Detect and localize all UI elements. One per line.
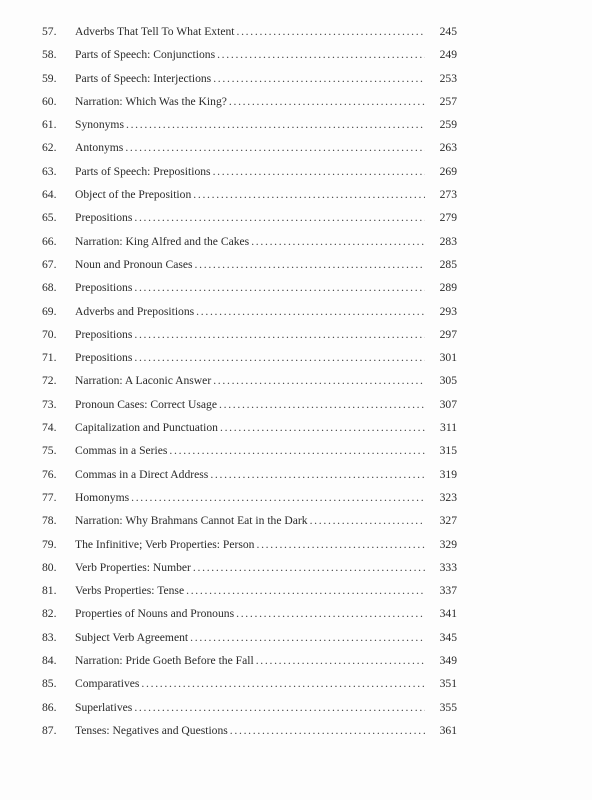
toc-entry <box>0 206 592 229</box>
toc-entry <box>0 649 592 672</box>
toc-entry <box>0 719 592 742</box>
toc-entry <box>0 113 592 136</box>
entry-number: 70. <box>42 327 57 341</box>
entry-title: Prepositions <box>75 327 133 341</box>
dot-leader <box>125 136 425 159</box>
entry-number: 67. <box>42 257 57 271</box>
toc-entry <box>0 556 592 579</box>
entry-number: 87. <box>42 723 57 737</box>
entry-title: Prepositions <box>75 351 133 365</box>
dot-leader <box>131 486 425 509</box>
entry-page-number: 323 <box>439 490 457 504</box>
entry-title: Commas in a Direct Address <box>75 467 209 481</box>
toc-entry <box>0 463 592 486</box>
entry-title: Noun and Pronoun Cases <box>75 257 193 271</box>
entry-title: Verbs Properties: Tense <box>75 584 185 598</box>
entry-page-number: 283 <box>439 234 457 248</box>
entry-page-number: 273 <box>439 188 457 202</box>
entry-title: Narration: King Alfred and the Cakes <box>75 234 250 248</box>
toc-entry <box>0 509 592 532</box>
entry-number: 81. <box>42 584 57 598</box>
entry-number: 78. <box>42 514 57 528</box>
entry-page-number: 245 <box>439 25 457 38</box>
entry-number: 74. <box>42 421 57 435</box>
dot-leader <box>220 416 425 439</box>
dot-leader <box>193 556 425 579</box>
toc-entry <box>0 696 592 719</box>
entry-page-number: 319 <box>439 467 457 481</box>
dot-leader <box>134 323 425 346</box>
entry-title: Antonyms <box>75 141 124 155</box>
toc-entry <box>0 300 592 323</box>
entry-title: Narration: Pride Goeth Before the Fall <box>75 654 254 668</box>
entry-title: Subject Verb Agreement <box>75 630 189 644</box>
toc-entry <box>0 323 592 346</box>
dot-leader <box>210 463 425 486</box>
toc-entry <box>0 579 592 602</box>
dot-leader <box>186 579 425 602</box>
entry-page-number: 345 <box>439 630 457 644</box>
toc-entry <box>0 369 592 392</box>
entry-number: 76. <box>42 467 57 481</box>
entry-number: 60. <box>42 94 57 108</box>
toc-entry <box>0 230 592 253</box>
entry-title: Narration: A Laconic Answer <box>75 374 212 388</box>
entry-number: 65. <box>42 211 57 225</box>
entry-page-number: 257 <box>439 94 457 108</box>
entry-title: Narration: Why Brahmans Cannot Eat in the Dark <box>75 514 308 528</box>
entry-number: 73. <box>42 397 57 411</box>
entry-title: Properties of Nouns and Pronouns <box>75 607 235 621</box>
entry-page-number: 263 <box>439 141 457 155</box>
entry-number: 77. <box>42 490 57 504</box>
entry-page-number: 307 <box>439 397 457 411</box>
entry-number: 61. <box>42 118 57 132</box>
entry-title: Adverbs and Prepositions <box>75 304 195 318</box>
entry-number: 62. <box>42 141 57 155</box>
dot-leader <box>230 719 425 742</box>
entry-title: Synonyms <box>75 118 124 132</box>
toc-entry <box>0 439 592 462</box>
toc-entry <box>0 276 592 299</box>
entry-page-number: 337 <box>439 584 457 598</box>
dot-leader <box>256 533 425 556</box>
entry-page-number: 253 <box>439 71 457 85</box>
dot-leader <box>190 626 425 649</box>
entry-number: 71. <box>42 351 57 365</box>
toc-entry <box>0 183 592 206</box>
entry-number: 86. <box>42 700 57 714</box>
entry-page-number: 315 <box>439 444 457 458</box>
dot-leader <box>256 649 425 672</box>
entry-title: Prepositions <box>75 281 133 295</box>
entry-number: 83. <box>42 630 57 644</box>
entry-title: Commas in a Series <box>75 444 168 458</box>
toc-entry <box>0 43 592 66</box>
toc-entry <box>0 90 592 113</box>
dot-leader <box>134 696 425 719</box>
entry-title: Narration: Which Was the King? <box>75 94 227 108</box>
entry-title: Homonyms <box>75 490 130 504</box>
entry-title: Superlatives <box>75 700 133 714</box>
entry-page-number: 311 <box>440 421 457 435</box>
entry-title: Parts of Speech: Prepositions <box>75 164 211 178</box>
dot-leader <box>236 20 425 43</box>
entry-page-number: 289 <box>439 281 457 295</box>
dot-leader <box>251 230 425 253</box>
entry-number: 85. <box>42 677 57 691</box>
entry-page-number: 333 <box>439 560 457 574</box>
dot-leader <box>169 439 425 462</box>
entry-page-number: 305 <box>439 374 457 388</box>
entry-number: 64. <box>42 188 57 202</box>
entry-number: 79. <box>42 537 57 551</box>
entry-page-number: 297 <box>439 327 457 341</box>
toc-entry <box>0 533 592 556</box>
entry-title: The Infinitive; Verb Properties: Person <box>75 537 255 551</box>
toc-entry <box>0 486 592 509</box>
toc-entry <box>0 67 592 90</box>
entry-page-number: 327 <box>439 514 457 528</box>
dot-leader <box>213 67 425 90</box>
toc-entry <box>0 626 592 649</box>
dot-leader <box>134 346 425 369</box>
entry-number: 69. <box>42 304 57 318</box>
dot-leader <box>196 300 425 323</box>
toc-entry <box>0 136 592 159</box>
entry-page-number: 249 <box>439 48 457 62</box>
entry-number: 80. <box>42 560 57 574</box>
dot-leader <box>193 183 425 206</box>
entry-page-number: 355 <box>439 700 457 714</box>
entry-title: Prepositions <box>75 211 133 225</box>
dot-leader <box>219 393 425 416</box>
table-of-contents <box>0 20 592 742</box>
dot-leader <box>217 43 425 66</box>
toc-entry <box>0 346 592 369</box>
entry-page-number: 269 <box>439 164 457 178</box>
dot-leader <box>134 206 425 229</box>
entry-page-number: 361 <box>439 723 457 737</box>
dot-leader <box>141 672 425 695</box>
dot-leader <box>236 602 425 625</box>
toc-entry <box>0 672 592 695</box>
entry-title: Object of the Preposition <box>75 188 192 202</box>
entry-number: 68. <box>42 281 57 295</box>
toc-entry <box>0 160 592 183</box>
toc-entry <box>0 602 592 625</box>
toc-entry <box>0 20 592 43</box>
toc-entry <box>0 416 592 439</box>
entry-title: Verb Properties: Number <box>75 560 191 574</box>
dot-leader <box>213 160 425 183</box>
dot-leader <box>310 509 425 532</box>
entry-page-number: 285 <box>439 257 457 271</box>
entry-number: 82. <box>42 607 57 621</box>
entry-number: 57. <box>42 25 57 38</box>
entry-page-number: 341 <box>439 607 457 621</box>
entry-number: 58. <box>42 48 57 62</box>
entry-number: 84. <box>42 654 57 668</box>
toc-entry <box>0 253 592 276</box>
dot-leader <box>134 276 425 299</box>
toc-entry <box>0 393 592 416</box>
entry-page-number: 279 <box>439 211 457 225</box>
entry-title: Tenses: Negatives and Questions <box>75 723 228 737</box>
entry-title: Parts of Speech: Interjections <box>75 71 212 85</box>
entry-number: 75. <box>42 444 57 458</box>
dot-leader <box>229 90 425 113</box>
entry-page-number: 293 <box>439 304 457 318</box>
dot-leader <box>213 369 425 392</box>
dot-leader <box>126 113 425 136</box>
dot-leader <box>195 253 425 276</box>
entry-title: Adverbs That Tell To What Extent <box>75 25 235 38</box>
entry-page-number: 349 <box>439 654 457 668</box>
entry-number: 66. <box>42 234 57 248</box>
entry-title: Capitalization and Punctuation <box>75 421 218 435</box>
entry-number: 59. <box>42 71 57 85</box>
entry-page-number: 301 <box>439 351 457 365</box>
entry-page-number: 351 <box>439 677 457 691</box>
entry-title: Parts of Speech: Conjunctions <box>75 48 216 62</box>
entry-title: Comparatives <box>75 677 140 691</box>
entry-number: 63. <box>42 164 57 178</box>
entry-title: Pronoun Cases: Correct Usage <box>75 397 217 411</box>
entry-number: 72. <box>42 374 57 388</box>
entry-page-number: 259 <box>439 118 457 132</box>
entry-page-number: 329 <box>439 537 457 551</box>
